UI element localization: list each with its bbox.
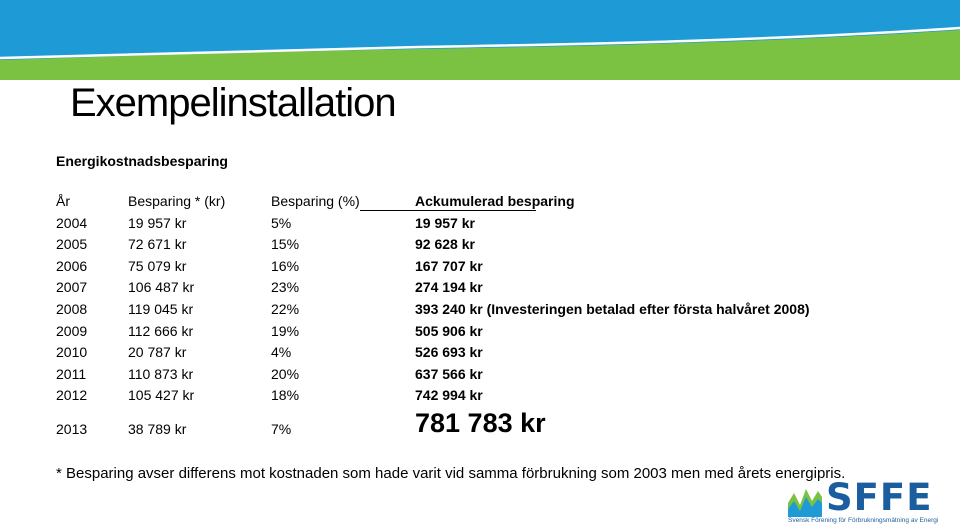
cell-saving: 19 957 kr xyxy=(128,214,187,231)
savings-table xyxy=(56,190,936,443)
cell-percent: 7% xyxy=(271,420,292,437)
cell-percent: 4% xyxy=(271,344,292,361)
cell-accumulated: 526 693 kr xyxy=(415,344,483,361)
sffe-logo xyxy=(788,476,939,526)
cell-accumulated: 167 707 kr xyxy=(415,257,483,274)
cell-percent: 15% xyxy=(271,236,300,253)
cell-year: 2008 xyxy=(56,300,88,317)
cell-saving: 75 079 kr xyxy=(128,257,187,274)
table-row xyxy=(56,341,936,363)
table-row xyxy=(56,320,936,342)
page-title: Exempelinstallation xyxy=(70,81,396,125)
header-underline xyxy=(360,210,536,211)
cell-saving: 106 487 kr xyxy=(128,279,195,296)
cell-saving: 105 427 kr xyxy=(128,387,195,404)
header-year: År xyxy=(56,193,70,209)
cell-percent: 22% xyxy=(271,300,300,317)
table-row-total xyxy=(56,406,936,443)
cell-accumulated: 505 906 kr xyxy=(415,322,483,339)
logo-tagline: Svensk Förening för Förbrukningsmätning av Energi xyxy=(788,517,939,524)
header-saving: Besparing * (kr) xyxy=(128,193,226,209)
table-row xyxy=(56,384,936,406)
table-row xyxy=(56,363,936,385)
cell-percent: 19% xyxy=(271,322,300,339)
table-row xyxy=(56,276,936,298)
table-row xyxy=(56,212,936,234)
header-percent: Besparing (%) xyxy=(271,193,360,209)
cell-year: 2006 xyxy=(56,257,88,274)
cell-year: 2012 xyxy=(56,387,88,404)
cell-saving: 38 789 kr xyxy=(128,420,187,437)
page-subtitle: Energikostnadsbesparing xyxy=(56,153,228,169)
cell-accumulated: 393 240 kr (Investeringen betalad efter första halvåret 2008) xyxy=(415,300,810,317)
cell-percent: 18% xyxy=(271,387,300,404)
cell-year: 2005 xyxy=(56,236,88,253)
cell-saving: 110 873 kr xyxy=(128,365,194,382)
cell-saving: 119 045 kr xyxy=(128,300,194,317)
cell-year: 2010 xyxy=(56,344,88,361)
cell-percent: 20% xyxy=(271,365,300,382)
cell-percent: 5% xyxy=(271,214,292,231)
cell-year: 2011 xyxy=(56,365,87,382)
cell-year: 2004 xyxy=(56,214,88,231)
header-accumulated: Ackumulerad besparing xyxy=(415,193,575,209)
cell-accumulated: 92 628 kr xyxy=(415,236,475,253)
sffe-logo-icon xyxy=(788,483,822,517)
logo-wordmark: SFFE xyxy=(826,476,933,519)
footnote: * Besparing avser differens mot kostnaden som hade varit vid samma förbrukning som 2003 men med årets energipris. xyxy=(56,465,846,482)
cell-accumulated: 637 566 kr xyxy=(415,365,483,382)
cell-year: 2013 xyxy=(56,420,88,437)
cell-accumulated: 742 994 kr xyxy=(415,387,483,404)
cell-percent: 16% xyxy=(271,257,300,274)
table-row xyxy=(56,233,936,255)
total-accumulated: 781 783 kr xyxy=(415,407,546,438)
cell-saving: 112 666 kr xyxy=(128,322,194,339)
table-row xyxy=(56,255,936,277)
cell-percent: 23% xyxy=(271,279,300,296)
cell-accumulated: 19 957 kr xyxy=(415,214,475,231)
table-row xyxy=(56,298,936,320)
cell-year: 2007 xyxy=(56,279,88,296)
table-header-row xyxy=(56,190,936,212)
cell-saving: 20 787 kr xyxy=(128,344,187,361)
cell-accumulated: 274 194 kr xyxy=(415,279,483,296)
cell-year: 2009 xyxy=(56,322,88,339)
header-banner xyxy=(0,0,960,80)
cell-saving: 72 671 kr xyxy=(128,236,187,253)
